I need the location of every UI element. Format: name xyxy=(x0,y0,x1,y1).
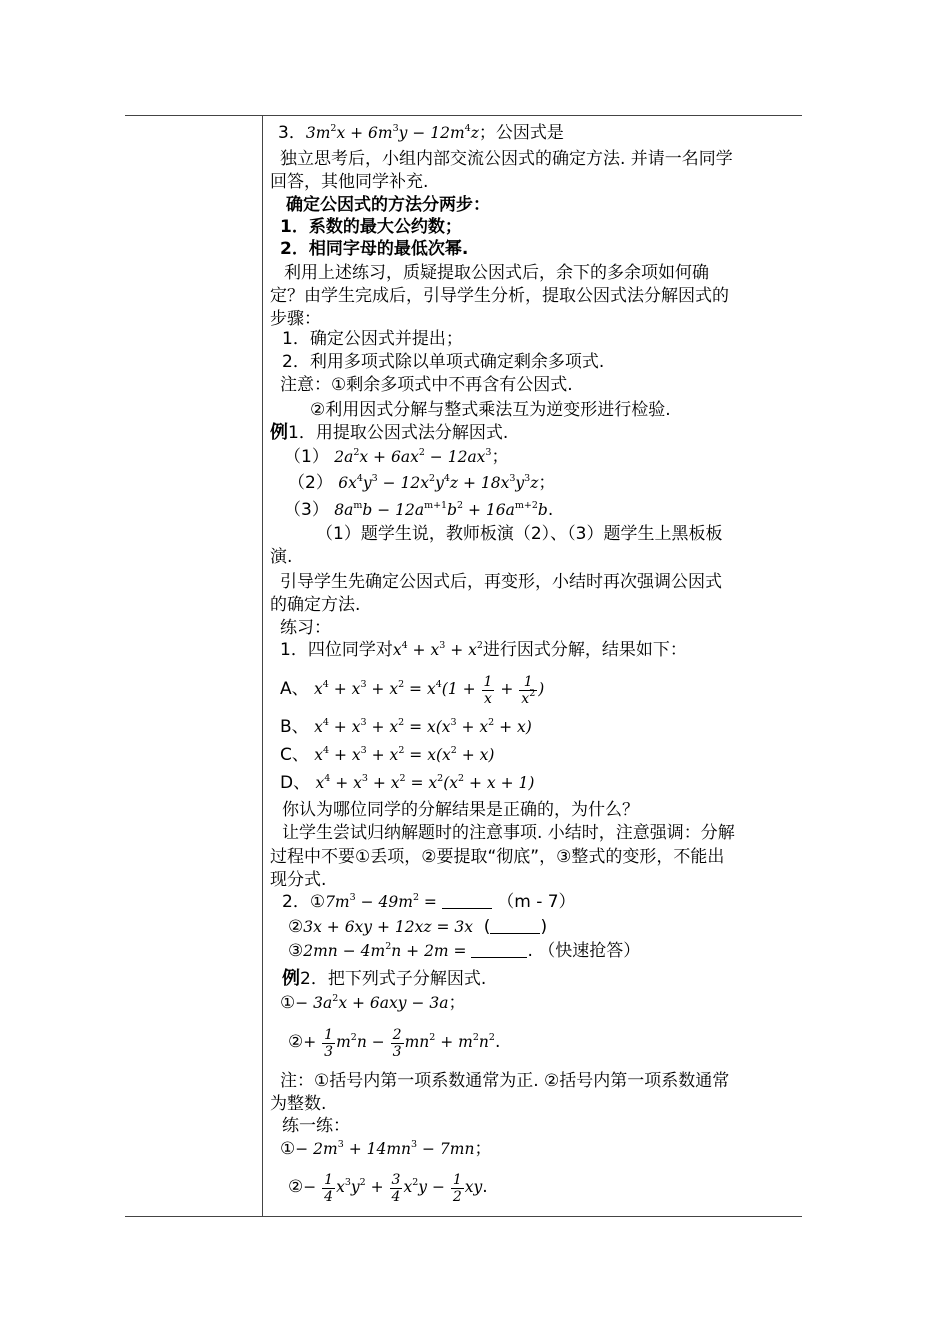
formula: $2a^2x + 6ax^2 - 12ax^3$ xyxy=(334,447,492,466)
option-c: C、 $x^4 + x^3 + x^2 = x(x^2 + x)$ xyxy=(280,745,495,765)
text-line: 步骤： xyxy=(270,309,321,329)
method-step-2: 2．相同字母的最低次幂. xyxy=(280,239,469,259)
formula: $x^4 + x^3 + x^2$ xyxy=(392,640,483,659)
formula: − $\frac{1}{4}$ $x^3y^2$ + $\frac{3}{4}$ $x^2y$ − $\frac{1}{2}$ xy xyxy=(303,1171,483,1205)
formula: $x^4 + x^3 + x^2 = x(x^2 + x)$ xyxy=(314,745,495,764)
formula: + $\frac{1}{3}$ $m^2n$ − $\frac{2}{3}$ $mn^2 + m^2n^2$ xyxy=(303,1026,495,1060)
procedure-step-1: 1．确定公因式并提出； xyxy=(282,329,463,349)
formula: 3x + 6xy + 12xz = 3x xyxy=(303,918,473,936)
practice-2-item-1: 2．$①7m^3 - 49m^2 = (m - 7)$ xyxy=(282,892,576,912)
example-1-title: 例1．用提取公因式法分解因式. xyxy=(270,422,509,443)
practice-2-item-2: ②3x + 6xy + 12xz = 3x ( ) xyxy=(288,917,548,937)
note-line-2: ②利用因式分解与整式乘法互为逆变形进行检验. xyxy=(310,400,671,420)
practice-heading: 练一练： xyxy=(282,1116,350,1136)
text-line: 回答，其他同学补充. xyxy=(270,172,429,192)
option-b: B、 $x^4 + x^3 + x^2 = x(x^3 + x^2 + x)$ xyxy=(280,717,532,737)
text-line: 演. xyxy=(270,547,293,567)
example-1-item-1: （1） $2a^2x + 6ax^2 - 12ax^3$； xyxy=(284,447,509,467)
practice-heading: 练习： xyxy=(280,618,331,638)
text-line: 引导学生先确定公因式后，再变形，小结时再次强调公因式 xyxy=(280,572,722,592)
answer-blank xyxy=(471,943,527,958)
text-line: 你认为哪位同学的分解结果是正确的，为什么？ xyxy=(282,800,639,820)
formula: $x^4 + x^3 + x^2 = x^4(1$ + $\frac{1}{x}$ + $\frac{1}{x^2}$ ) xyxy=(314,673,545,707)
formula: $6x^4y^3 - 12x^2y^4z + 18x^3y^3z$ xyxy=(338,473,539,492)
text-line: 的确定方法. xyxy=(270,595,361,615)
text-line: （1）题学生说，教师板演（2）、（3）题学生上黑板板 xyxy=(316,524,723,544)
table-top-border xyxy=(125,115,802,116)
formula: $x^4 + x^3 + x^2 = x^2(x^2 + x + 1)$ xyxy=(315,773,535,792)
table-column-divider xyxy=(262,115,263,1217)
practice-1-line: 1．四位同学对$x^4 + x^3 + x^2$进行因式分解，结果如下： xyxy=(280,640,687,660)
answer-blank xyxy=(490,919,540,934)
text-line: 利用上述练习，质疑提取公因式后，余下的多余项如何确 xyxy=(284,263,709,283)
practice-item-2: ②− $\frac{1}{4}$ $x^3y^2$ + $\frac{3}{4}$ $x^2y$ − $\frac{1}{2}$ xy. xyxy=(288,1171,488,1205)
practice-item-1: ①− $2m^3 + 14mn^3 - 7mn$； xyxy=(280,1139,492,1159)
method-step-1: 1．系数的最大公约数； xyxy=(280,217,462,237)
text-line: 独立思考后，小组内部交流公因式的确定方法. 并请一名同学 xyxy=(280,149,733,169)
text-line: 定？由学生完成后，引导学生分析，提取公因式法分解因式的 xyxy=(270,286,729,306)
formula: $2mn - 4m^2n + 2m$ = xyxy=(303,941,472,960)
option-d: D、 $x^4 + x^3 + x^2 = x^2(x^2 + x + 1)$ xyxy=(280,773,535,793)
formula: − $2m^3 + 14mn^3 - 7mn$ xyxy=(295,1139,475,1158)
formula: $7m^3 - 49m^2$ = xyxy=(325,892,442,911)
example-2-item-2: ②+ $\frac{1}{3}$ $m^2n$ − $\frac{2}{3}$ $mn^2 + m^2n^2$. xyxy=(288,1026,501,1060)
procedure-step-2: 2．利用多项式除以单项式确定剩余多项式. xyxy=(282,352,605,372)
text-line: 让学生尝试归纳解题时的注意事项. 小结时，注意强调：分解 xyxy=(282,823,735,843)
table-bottom-border xyxy=(125,1216,802,1217)
formula: $3m^2x + 6m^3y - 12m^4z$ xyxy=(305,123,479,142)
note-line-1: 注意：①剩余多项式中不再含有公因式. xyxy=(280,375,573,395)
formula: $x^4 + x^3 + x^2 = x(x^3 + x^2 + x)$ xyxy=(314,717,532,736)
formula: $8a^mb - 12a^{m+1}b^2 + 16a^{m+2}b$ xyxy=(334,500,548,519)
example-2-item-1: ①− $3a^2x + 6axy - 3a$； xyxy=(280,993,466,1013)
text-line: 现分式. xyxy=(270,870,327,890)
text-line: 过程中不要①丢项，②要提取“彻底”，③整式的变形，不能出 xyxy=(270,847,725,867)
example-2-title: 例2．把下列式子分解因式. xyxy=(282,968,487,989)
formula: − $3a^2x + 6axy - 3a$ xyxy=(295,993,449,1012)
answer-blank xyxy=(442,894,492,909)
example-1-item-3: （3） $8a^mb - 12a^{m+1}b^2 + 16a^{m+2}b$. xyxy=(284,500,554,520)
practice-2-item-3: ③2mn − $4m^2n + 2m$ = . （快速抢答） xyxy=(288,941,641,961)
example-1-item-2: （2） $6x^4y^3 - 12x^2y^4z + 18x^3y^3z$； xyxy=(288,473,556,493)
exercise-3-line: 3．$3m^2x + 6m^3y - 12m^4z$；公因式是 xyxy=(278,123,564,143)
note-line: 为整数. xyxy=(270,1094,327,1114)
method-heading: 确定公因式的方法分两步： xyxy=(286,195,490,215)
note-line: 注：①括号内第一项系数通常为正. ②括号内第一项系数通常 xyxy=(280,1071,730,1091)
option-a: A、 $x^4 + x^3 + x^2 = x^4(1$ + $\frac{1}{x}$ + $\frac{1}{x^2}$ ) xyxy=(280,673,545,707)
